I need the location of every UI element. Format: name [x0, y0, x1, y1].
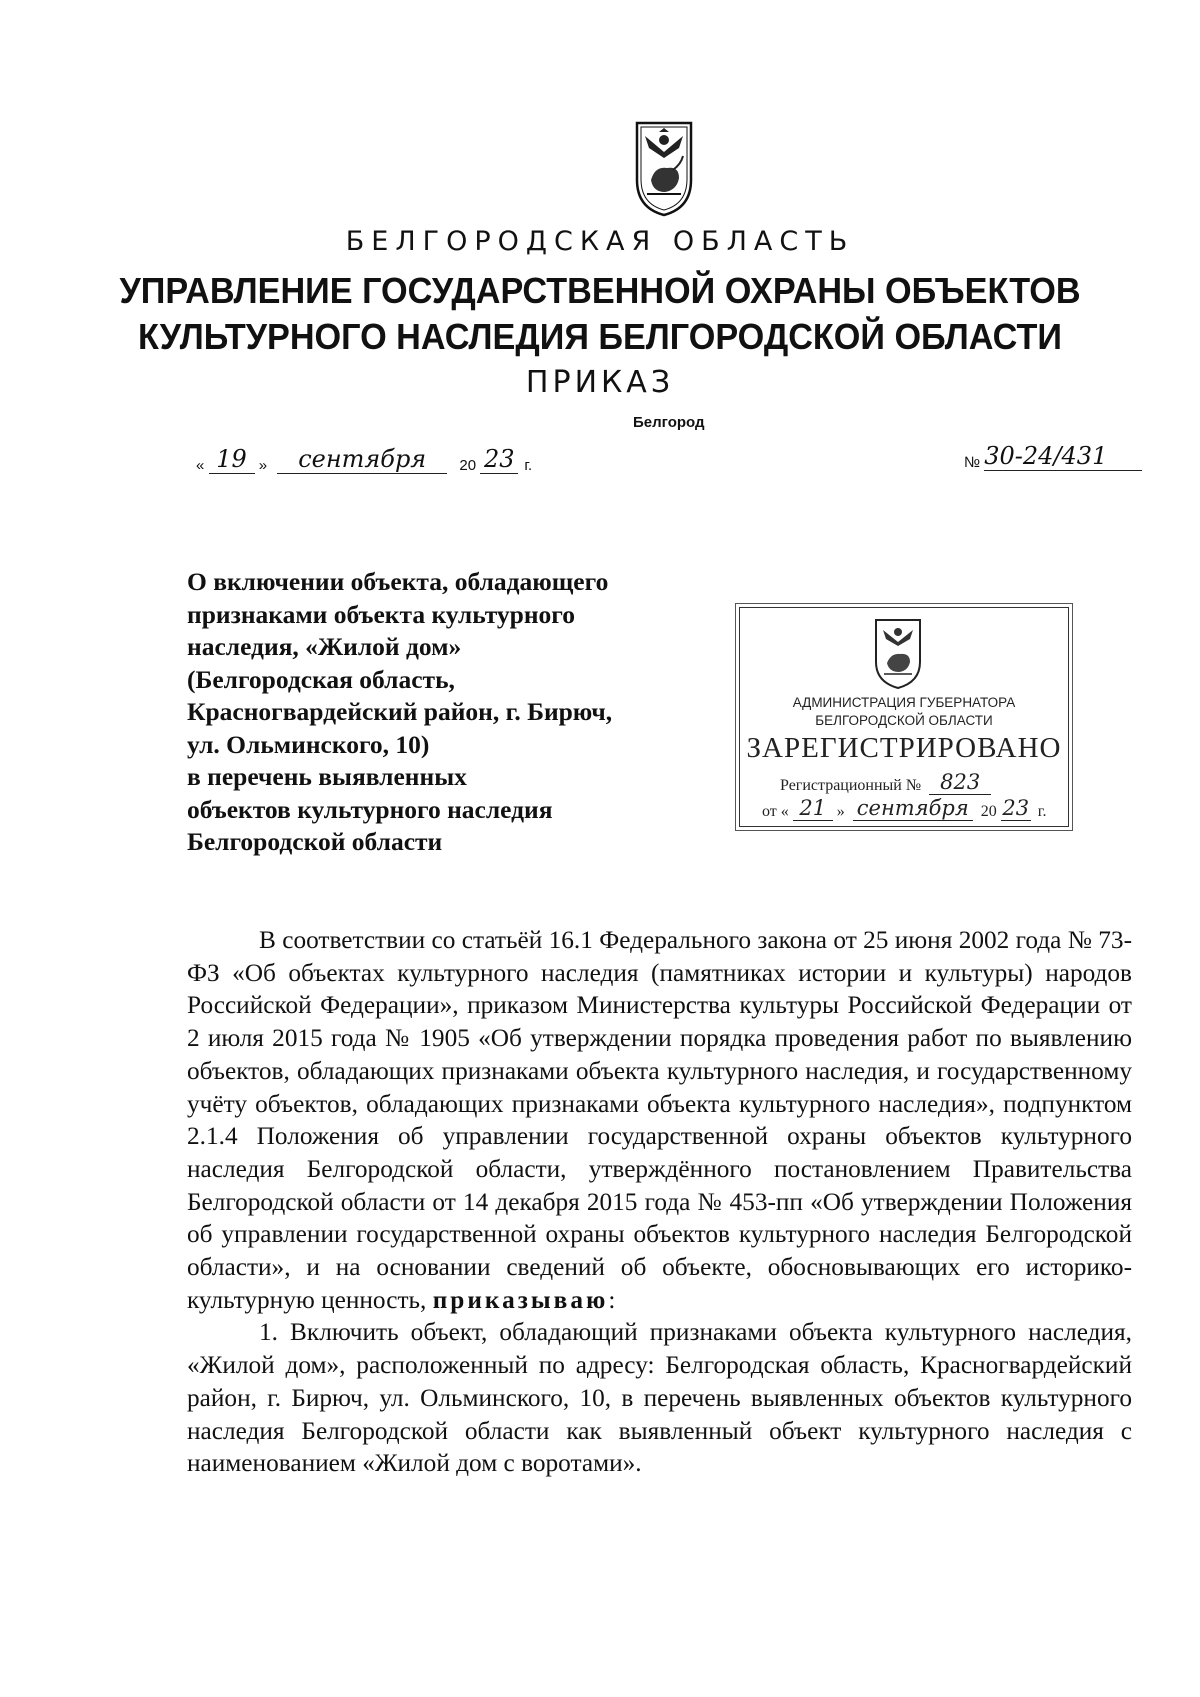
- subject-line: в перечень выявленных: [187, 762, 467, 791]
- stamp-administration-name: [740, 694, 1068, 730]
- subject-line: (Белгородская область,: [187, 664, 455, 694]
- stamp-reg-label: Регистрационный №: [780, 777, 922, 794]
- order-number: [964, 442, 1142, 471]
- coat-of-arms-emblem-icon: [633, 120, 695, 218]
- registration-stamp: [739, 607, 1069, 827]
- stamp-registration-number-line: [780, 770, 991, 795]
- stamp-reg-number: 823: [929, 770, 991, 795]
- date-year-prefix: 20: [459, 457, 477, 474]
- date-day: 19: [209, 445, 255, 474]
- preamble-text: В соответствии со статьёй 16.1 Федерального закона от 25 июня 2002 года № 73-ФЗ «Об объектах культурного наследия (памятниках истории и культуры) народов Российской Федерации», приказом Министерства культуры Российской Федерации от 2 июля 2015 года № 1905 «Об утверждении порядка проведения работ по выявлению объектов, обладающих признаками объекта культурного наследия, и государственному учёту объектов, обладающих признаками объекта культурного наследия», подпунктом 2.1.4 Положения об управлении государственной охраны объектов культурного наследия Белгородской области, утверждённого постановлением Правительства Белгородской области от 14 декабря 2015 года № 453-пп «Об утверждении Положения об управлении государственной охраны объектов культурного наследия Белгородской области», и на основании сведений об объекте, обосновывающих его историко-культурную ценность,: [187, 926, 1132, 1314]
- date-open-quote: «: [196, 457, 205, 474]
- subject-line: О включении объекта, обладающего: [187, 567, 609, 596]
- stamp-date-year-prefix: 20: [980, 803, 997, 820]
- organization-name: [30, 268, 1170, 360]
- subject-line: Красногвардейский район, г. Бирюч,: [187, 697, 613, 726]
- subject-line: объектов культурного наследия: [187, 794, 553, 824]
- subject-line: ул. Ольминского, 10): [187, 729, 430, 759]
- order-colon: :: [608, 1285, 616, 1314]
- date-close-quote: »: [258, 457, 268, 474]
- organization-name-line-2: КУЛЬТУРНОГО НАСЛЕДИЯ БЕЛГОРОДСКОЙ ОБЛАСТИ: [138, 316, 1062, 357]
- date-year-suffix: 23: [480, 445, 518, 474]
- document-type: ПРИКАЗ: [525, 365, 675, 400]
- number-label: №: [964, 454, 981, 471]
- date-month: сентября: [277, 445, 447, 474]
- order-date: [196, 445, 532, 474]
- stamp-date-month: сентября: [853, 796, 973, 821]
- stamp-date-year-suffix: 23: [1002, 796, 1030, 820]
- stamp-from-label: от «: [762, 803, 789, 820]
- stamp-admin-line-1: АДМИНИСТРАЦИЯ ГУБЕРНАТОРА: [792, 695, 1016, 710]
- stamp-date-line: [762, 796, 1047, 821]
- order-item-1: 1. Включить объект, обладающий признаками объекта культурного наследия, «Жилой дом», расположенный по адресу: Белгородская область, Красногвардейский район, г. Бирюч, ул. Ольминского, 10, в перечень выявленных объектов культурного наследия Белгородской области как выявленный объект культурного наследия с наименованием «Жилой дом с воротами».: [187, 1318, 1132, 1478]
- stamp-registered-label: ЗАРЕГИСТРИРОВАНО: [746, 732, 1062, 764]
- preamble-paragraph: [187, 924, 1132, 1316]
- stamp-coat-of-arms-icon: [873, 618, 923, 690]
- stamp-date-close-quote: »: [836, 803, 845, 820]
- organization-name-line-1: УПРАВЛЕНИЕ ГОСУДАРСТВЕННОЙ ОХРАНЫ ОБЪЕКТОВ: [119, 270, 1081, 311]
- date-year-unit: г.: [524, 457, 533, 474]
- subject-line: признаками объекта культурного: [187, 599, 575, 629]
- order-body: [187, 924, 1132, 1480]
- city-name: Белгород: [633, 414, 705, 431]
- stamp-date-day: 21: [793, 796, 833, 821]
- stamp-date-year-unit: г.: [1037, 803, 1047, 820]
- number-value: 30-24/431: [984, 442, 1142, 471]
- order-subject: [187, 566, 707, 859]
- region-name: БЕЛГОРОДСКАЯ ОБЛАСТЬ: [345, 226, 855, 257]
- subject-line: наследия, «Жилой дом»: [187, 632, 462, 661]
- stamp-admin-line-2: БЕЛГОРОДСКОЙ ОБЛАСТИ: [815, 713, 993, 728]
- order-word: приказываю: [432, 1285, 609, 1314]
- subject-line: Белгородской области: [187, 827, 443, 856]
